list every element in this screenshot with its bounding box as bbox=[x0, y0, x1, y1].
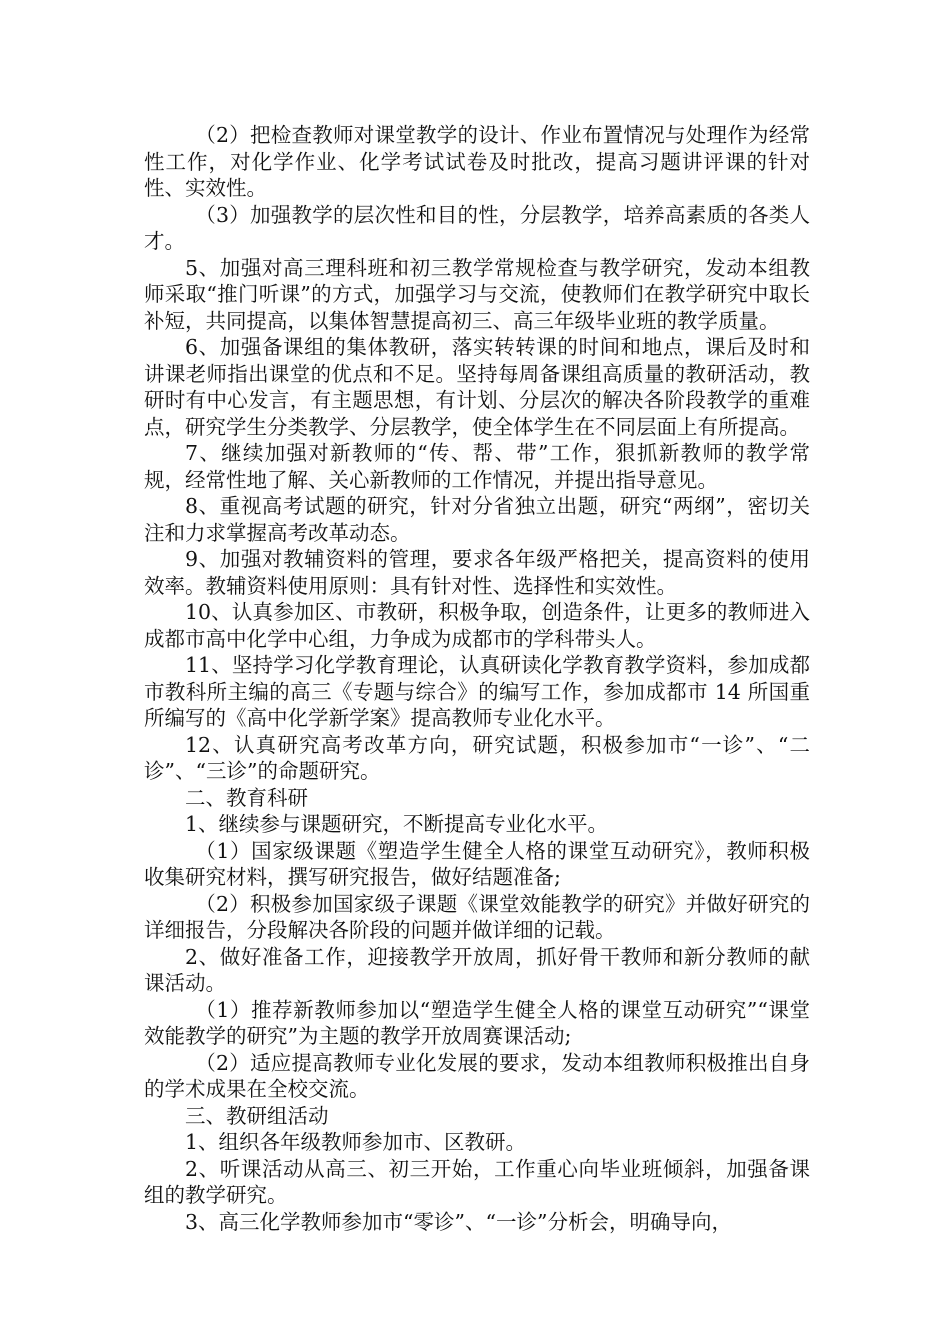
paragraph: 10、认真参加区、市教研，积极争取，创造条件，让更多的教师进入成都市高中化学中心组，力争成为成都市的学科带头人。 bbox=[144, 600, 810, 651]
paragraph: （2）积极参加国家级子课题《课堂效能教学的研究》并做好研究的详细报告，分段解决各阶段的问题并做详细的记载。 bbox=[144, 891, 810, 942]
paragraph: （1）国家级课题《塑造学生健全人格的课堂互动研究》，教师积极收集研究材料，撰写研究报告，做好结题准备; bbox=[144, 838, 810, 889]
paragraph: 6、加强备课组的集体教研，落实转转课的时间和地点，课后及时和讲课老师指出课堂的优点和不足。坚持每周备课组高质量的教研活动，教研时有中心发言，有主题思想，有计划、分层次的解决各阶段教学的重难点，研究学生分类教学、分层教学，使全体学生在不同层面上有所提高。 bbox=[144, 335, 810, 439]
paragraph: （2）把检查教师对课堂教学的设计、作业布置情况与处理作为经常性工作，对化学作业、化学考试试卷及时批改，提高习题讲评课的针对性、实效性。 bbox=[144, 123, 810, 200]
paragraph: （3）加强教学的层次性和目的性，分层教学，培养高素质的各类人才。 bbox=[144, 202, 810, 253]
paragraph: 12、认真研究高考改革方向，研究试题，积极参加市“一诊”、“二诊”、“三诊”的命题研究。 bbox=[144, 732, 810, 783]
paragraph: 1、组织各年级教师参加市、区教研。 bbox=[185, 1130, 527, 1154]
paragraph: 2、听课活动从高三、初三开始，工作重心向毕业班倾斜，加强备课组的教学研究。 bbox=[144, 1156, 810, 1207]
document-body bbox=[144, 122, 810, 1235]
paragraph: 9、加强对教辅资料的管理，要求各年级严格把关，提高资料的使用效率。教辅资料使用原则：具有针对性、选择性和实效性。 bbox=[144, 547, 810, 598]
paragraph: 1、继续参与课题研究，不断提高专业化水平。 bbox=[185, 812, 609, 836]
paragraph: 7、继续加强对新教师的“传、帮、带”工作，狠抓新教师的教学常规，经常性地了解、关心新教师的工作情况，并提出指导意见。 bbox=[144, 441, 810, 492]
paragraph: 2、做好准备工作，迎接教学开放周，抓好骨干教师和新分教师的献课活动。 bbox=[144, 944, 810, 995]
paragraph: 3、高三化学教师参加市“零诊”、“一诊”分析会，明确导向， bbox=[185, 1209, 732, 1234]
paragraph: 5、加强对高三理科班和初三教学常规检查与教学研究，发动本组教师采取“推门听课”的方式，加强学习与交流，使教师们在教学研究中取长补短，共同提高，以集体智慧提高初三、高三年级毕业班的教学质量。 bbox=[144, 255, 810, 333]
paragraph: （2）适应提高教师专业化发展的要求，发动本组教师积极推出自身的学术成果在全校交流。 bbox=[144, 1050, 810, 1101]
section-heading: 二、教育科研 bbox=[185, 785, 308, 810]
paragraph: （1）推荐新教师参加以“塑造学生健全人格的课堂互动研究”“课堂效能教学的研究”为主题的教学开放周赛课活动; bbox=[144, 997, 810, 1048]
paragraph: 11、坚持学习化学教育理论，认真研读化学教育教学资料，参加成都市教科所主编的高三《专题与综合》的编写工作，参加成都市 14 所国重所编写的《高中化学新学案》提高教师专业化水平。 bbox=[144, 653, 810, 730]
section-heading: 三、教研组活动 bbox=[185, 1103, 329, 1128]
paragraph: 8、重视高考试题的研究，针对分省独立出题，研究“两纲”，密切关注和力求掌握高考改革动态。 bbox=[144, 494, 810, 545]
